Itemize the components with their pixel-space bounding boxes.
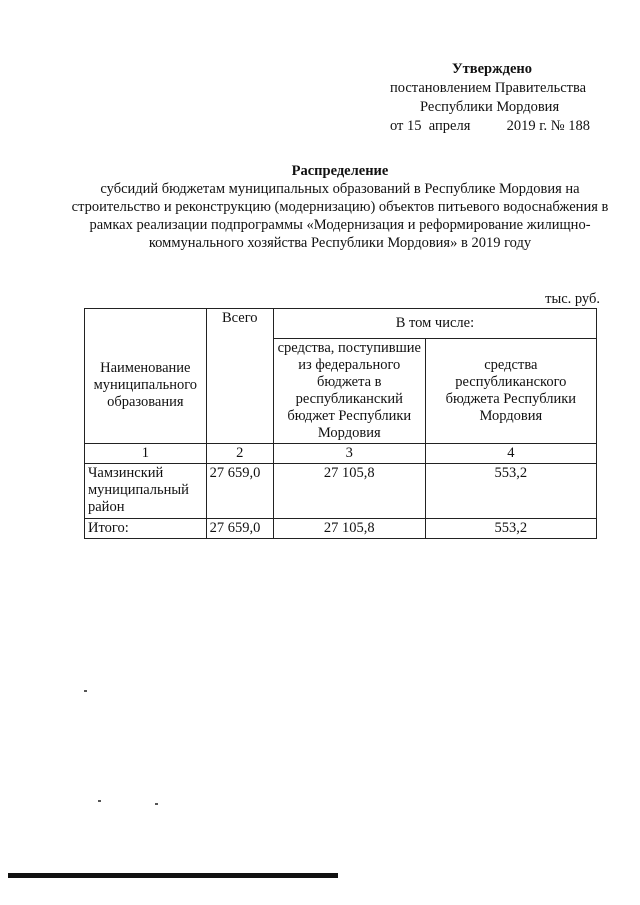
cell-total-federal: 27 105,8 bbox=[273, 519, 425, 539]
document-heading bbox=[70, 162, 610, 252]
scan-edge-bar bbox=[8, 873, 338, 878]
column-number: 1 bbox=[85, 444, 207, 464]
approval-date-number: от 15 апреля 2019 г. № 188 bbox=[390, 118, 591, 134]
cell-municipality: Чамзинский муниципальный район bbox=[85, 464, 207, 519]
column-number: 3 bbox=[273, 444, 425, 464]
approval-title: Утверждено bbox=[452, 61, 532, 77]
column-numbers-row bbox=[85, 444, 597, 464]
approval-resolution: постановлением Правительства bbox=[390, 80, 587, 96]
column-number: 4 bbox=[425, 444, 596, 464]
header-including: В том числе: bbox=[273, 309, 596, 339]
document-title: Распределение bbox=[291, 163, 389, 179]
cell-total-label: Итого: bbox=[85, 519, 207, 539]
table-row bbox=[85, 464, 597, 519]
approval-republic: Республики Мордовия bbox=[420, 99, 560, 115]
column-number: 2 bbox=[206, 444, 273, 464]
approval-block bbox=[382, 60, 602, 136]
scan-speck bbox=[155, 803, 158, 805]
header-total: Всего bbox=[206, 309, 273, 444]
cell-federal: 27 105,8 bbox=[273, 464, 425, 519]
document-subtitle: субсидий бюджетам муниципальных образований в Республике Мордовия на строительство и реконструкцию (модернизацию) объектов питьевого водоснабжения в рамках реализации подпрограммы «Модернизация и реформирование жилищно-коммунального хозяйства Республики Мордовия» в 2019 году bbox=[71, 181, 609, 251]
distribution-table bbox=[84, 308, 597, 539]
unit-label: тыс. руб. bbox=[545, 291, 600, 307]
cell-republic: 553,2 bbox=[425, 464, 596, 519]
cell-total: 27 659,0 bbox=[206, 464, 273, 519]
cell-total-republic: 553,2 bbox=[425, 519, 596, 539]
header-municipality: Наименование муниципального образования bbox=[85, 309, 207, 444]
header-federal-funds: средства, поступившие из федерального бюджета в республиканский бюджет Республики Мордовия bbox=[273, 339, 425, 444]
total-row bbox=[85, 519, 597, 539]
scan-speck bbox=[98, 800, 101, 802]
cell-total-sum: 27 659,0 bbox=[206, 519, 273, 539]
header-republic-funds: средства республиканского бюджета Республики Мордовия bbox=[425, 339, 596, 444]
scan-speck bbox=[84, 690, 87, 692]
header-row bbox=[85, 309, 597, 339]
